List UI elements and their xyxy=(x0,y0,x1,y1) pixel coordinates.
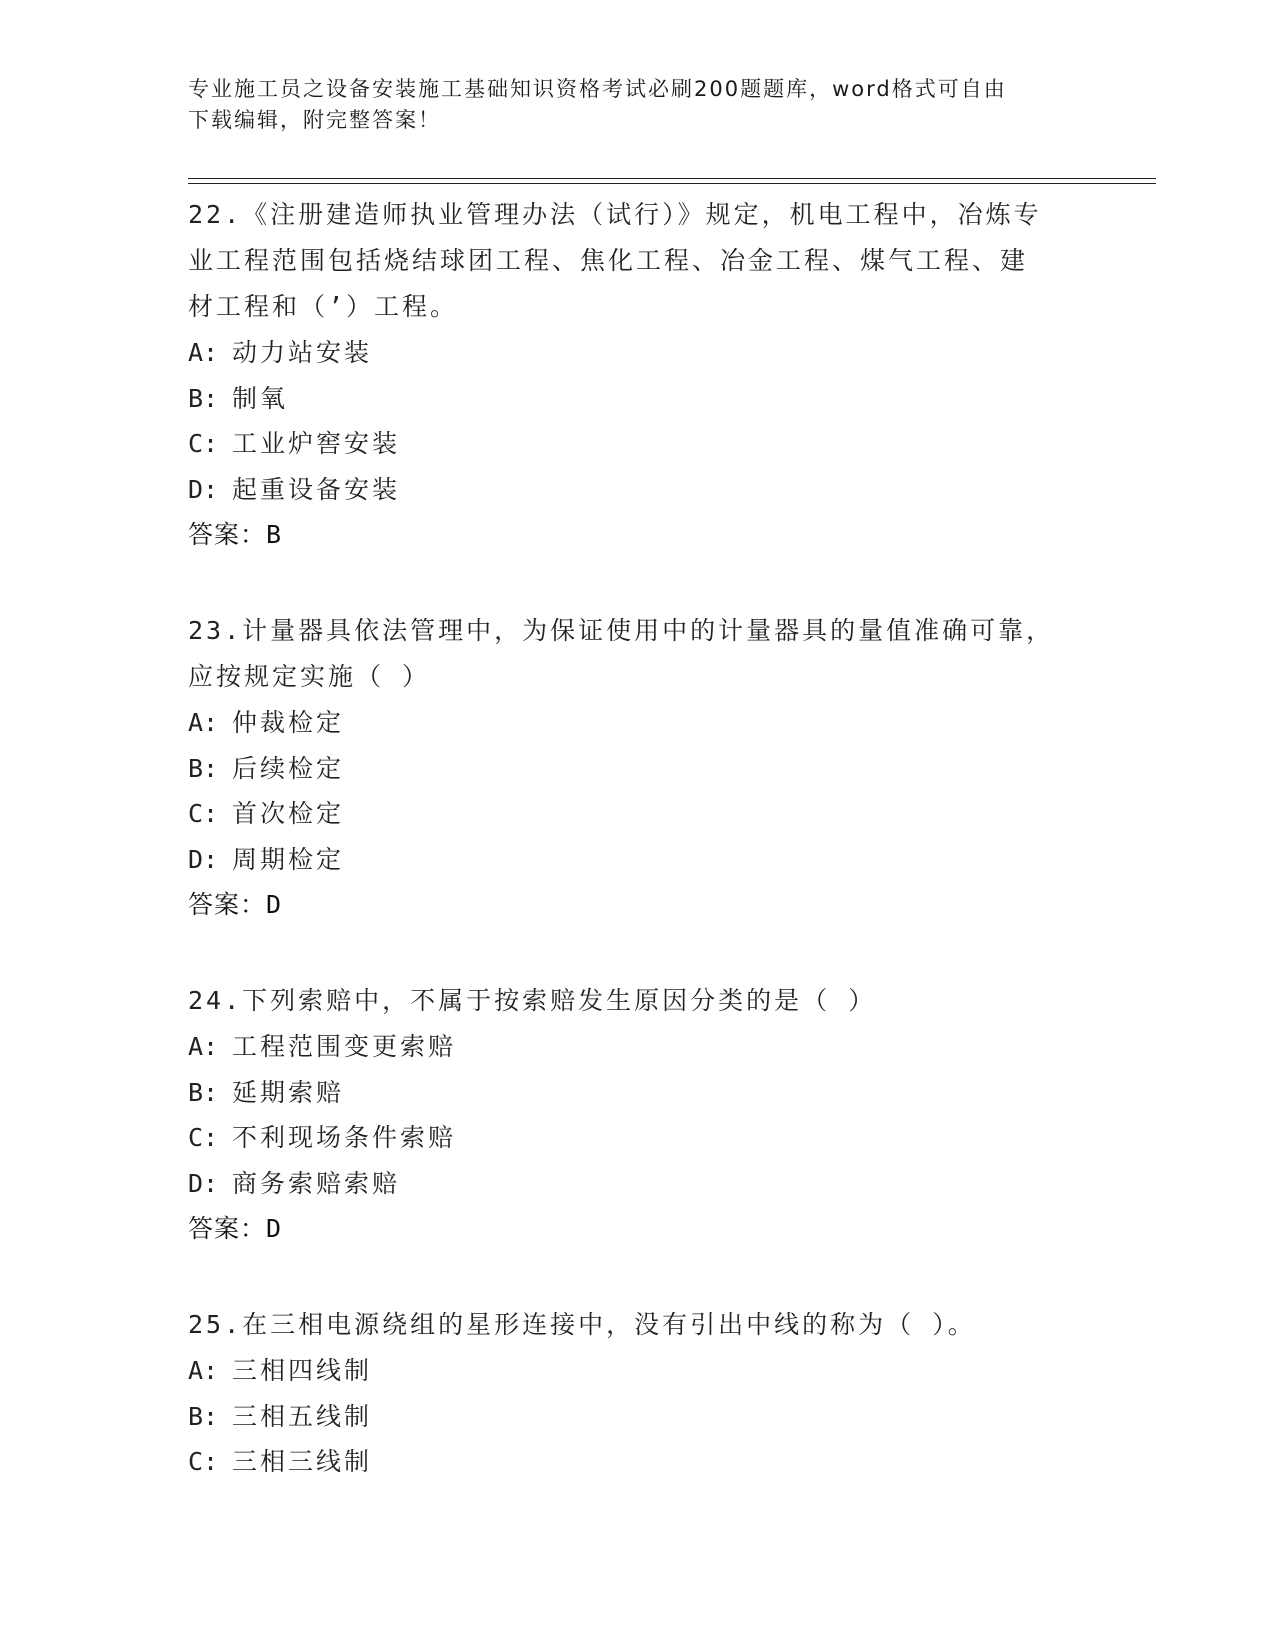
option-text: 延期索赔 xyxy=(232,1077,345,1107)
option-c xyxy=(188,1115,1088,1161)
option-key: C: xyxy=(188,429,219,458)
option-key: D: xyxy=(188,474,219,504)
answer-label: 答案： xyxy=(188,1214,267,1243)
question-line: 业工程范围包括烧结球团工程、焦化工程、冶金工程、煤气工程、建 xyxy=(188,246,1029,275)
option-d xyxy=(188,837,1088,883)
option-key: D: xyxy=(188,844,219,874)
answer-value: B xyxy=(266,520,283,549)
answer-line xyxy=(188,882,1088,928)
answer-label: 答案： xyxy=(188,890,267,919)
option-b xyxy=(188,1070,1088,1116)
option-a xyxy=(188,330,1088,376)
option-d xyxy=(188,1161,1088,1207)
option-text: 三相四线制 xyxy=(232,1356,373,1385)
question-text xyxy=(188,976,1088,1024)
header-line-2: 下载编辑，附完整答案！ xyxy=(188,108,441,132)
option-key: C: xyxy=(188,1123,219,1152)
question-line: 23.计量器具依法管理中，为保证使用中的计量器具的量值准确可靠， xyxy=(188,616,1055,645)
question-text xyxy=(188,1300,1088,1348)
option-key: A: xyxy=(188,1032,219,1061)
option-b xyxy=(188,376,1088,422)
answer-value: D xyxy=(266,1214,283,1243)
option-text: 制氧 xyxy=(232,383,289,413)
option-d xyxy=(188,467,1088,513)
option-b xyxy=(188,1394,1088,1440)
header-line-1: 专业施工员之设备安装施工基础知识资格考试必刷200题题库，word格式可自由 xyxy=(188,77,1007,101)
option-c xyxy=(188,1439,1088,1485)
option-key: C: xyxy=(188,799,219,828)
question-25 xyxy=(188,1300,1088,1485)
option-key: B: xyxy=(188,1077,219,1107)
option-key: A: xyxy=(188,1356,219,1385)
option-c xyxy=(188,791,1088,837)
answer-line xyxy=(188,1206,1088,1252)
option-key: B: xyxy=(188,383,219,413)
option-text: 三相五线制 xyxy=(232,1401,373,1431)
question-line: 25.在三相电源绕组的星形连接中，没有引出中线的称为（ ）。 xyxy=(188,1310,976,1339)
option-a xyxy=(188,700,1088,746)
option-c xyxy=(188,421,1088,467)
option-text: 商务索赔索赔 xyxy=(232,1168,401,1198)
option-text: 首次检定 xyxy=(232,799,345,828)
option-text: 动力站安装 xyxy=(232,338,373,367)
option-text: 周期检定 xyxy=(232,844,345,874)
option-text: 工业炉窖安装 xyxy=(232,429,401,458)
question-list xyxy=(188,190,1088,1533)
answer-label: 答案： xyxy=(188,520,267,549)
question-line: 24.下列索赔中，不属于按索赔发生原因分类的是（ ） xyxy=(188,986,877,1015)
option-text: 起重设备安装 xyxy=(232,474,401,504)
question-22 xyxy=(188,190,1088,558)
question-text xyxy=(188,606,1088,700)
header-divider-top xyxy=(188,178,1156,179)
question-line: 应按规定实施（ ） xyxy=(188,662,431,691)
answer-value: D xyxy=(266,890,283,919)
document-header xyxy=(188,74,1068,136)
header-divider-bottom xyxy=(188,183,1156,184)
option-key: A: xyxy=(188,338,219,367)
question-24 xyxy=(188,976,1088,1252)
option-key: C: xyxy=(188,1447,219,1476)
option-text: 工程范围变更索赔 xyxy=(232,1032,457,1061)
option-b xyxy=(188,746,1088,792)
option-text: 仲裁检定 xyxy=(232,708,345,737)
option-key: A: xyxy=(188,708,219,737)
option-text: 三相三线制 xyxy=(232,1447,373,1476)
option-key: B: xyxy=(188,1401,219,1431)
option-key: B: xyxy=(188,753,219,783)
option-text: 不利现场条件索赔 xyxy=(232,1123,457,1152)
option-a xyxy=(188,1024,1088,1070)
option-key: D: xyxy=(188,1168,219,1198)
option-text: 后续检定 xyxy=(232,753,345,783)
question-line: 材工程和（’）工程。 xyxy=(188,292,459,321)
option-a xyxy=(188,1348,1088,1394)
answer-line xyxy=(188,512,1088,558)
question-line: 22.《注册建造师执业管理办法（试行）》规定，机电工程中，冶炼专 xyxy=(188,200,1042,229)
question-text xyxy=(188,190,1088,330)
question-23 xyxy=(188,606,1088,928)
